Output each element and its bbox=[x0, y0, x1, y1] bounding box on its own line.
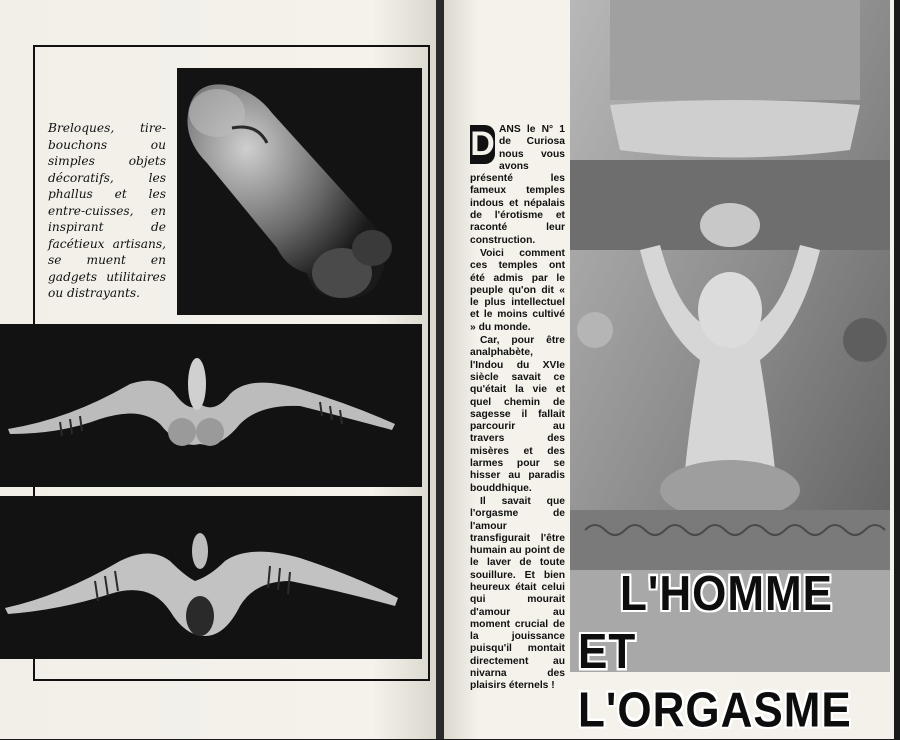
article-body bbox=[470, 124, 565, 694]
phallus-sculpture-image bbox=[177, 68, 422, 315]
article-paragraph-4: Il savait que l'orgasme de l'amour transfigurait l'être humain au point de le laver de toute souillure. Et bien heureux était celui qui mourait d'amour au moment crucial de la jouissance puisqu'il montait directement au nivarna des plaisirs éternels ! bbox=[470, 495, 565, 692]
drop-cap: D bbox=[470, 125, 495, 163]
article-paragraph-1 bbox=[470, 124, 565, 247]
figurine-image-top bbox=[0, 324, 422, 487]
photo-caption: Breloques, tire-bouchons ou simples objets décoratifs, les phallus et les entre-cuisses, en inspirant de facétieux artisans, se muent en gadgets utilitaires ou distrayants. bbox=[48, 121, 166, 300]
figurine-photo-bottom bbox=[0, 496, 422, 659]
title-line-2: ET L'ORGASME bbox=[578, 624, 852, 738]
figurine-photo-top bbox=[0, 324, 422, 487]
book-gutter bbox=[436, 0, 444, 739]
phallus-sculpture-photo bbox=[177, 68, 422, 315]
title-line-1: L'HOMME bbox=[620, 566, 833, 621]
article-paragraph-1-text: ANS le N° 1 de Curiosa nous vous avons présenté les fameux temples indous et népalais de l'érotisme et raconté leur construction. bbox=[470, 124, 565, 246]
article-paragraph-2: Voici comment ces temples ont été admis par le peuple qu'on dit « le plus intellectuel et le moins cultivé » du monde. bbox=[470, 247, 565, 333]
article-paragraph-3: Car, pour être analphabète, l'Indou du XVIe siècle savait ce qu'était la vie et quel chemin de sagesse il fallait parcourir au travers des misères et des larmes pour se hisser au paradis bouddhique. bbox=[470, 335, 565, 494]
figurine-image-bottom bbox=[0, 496, 422, 659]
article-title bbox=[578, 565, 878, 740]
